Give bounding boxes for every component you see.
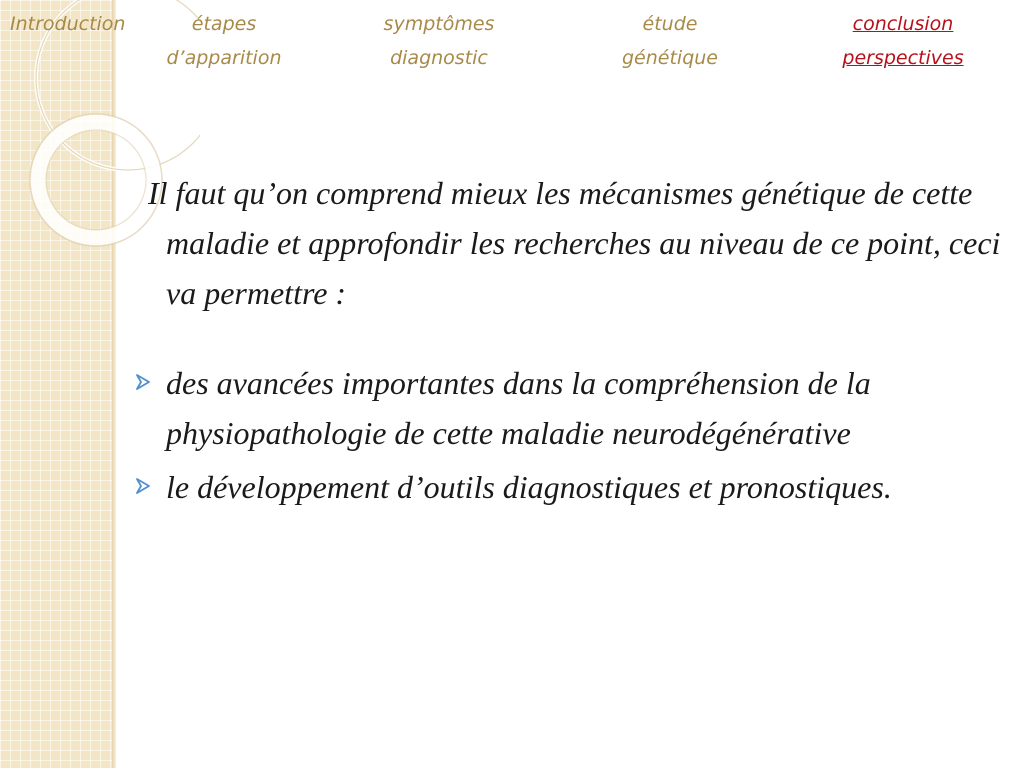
bullet-text: le développement d’outils diagnostiques et pronostiques. xyxy=(166,469,892,505)
slide-content xyxy=(130,168,1005,516)
nav-tab-label: conclusion xyxy=(852,13,954,35)
nav-tab-label: Introduction xyxy=(10,13,126,35)
nav-tab-label: d’apparition xyxy=(166,47,282,69)
nav-tab-label: perspectives xyxy=(842,47,964,69)
nav-tab-conclusion-perspectives[interactable] xyxy=(830,7,976,75)
nav-tab-symptomes-diagnostic[interactable] xyxy=(370,7,508,75)
bullet-list xyxy=(130,358,1005,512)
nav-tab-label: diagnostic xyxy=(390,47,488,69)
arrow-bullet-icon xyxy=(134,477,152,495)
nav-tab-label: symptômes xyxy=(383,13,495,35)
list-item xyxy=(130,462,1005,512)
nav-tab-introduction[interactable] xyxy=(10,7,125,41)
intro-paragraph: Il faut qu’on comprend mieux les mécanismes génétique de cette maladie et approfondir les recherches au niveau de ce point, ceci va permettre : xyxy=(148,175,1001,311)
bullet-text: des avancées importantes dans la compréhension de la physiopathologie de cette maladie neurodégénérative xyxy=(166,365,871,451)
arrow-bullet-icon xyxy=(134,373,152,391)
nav-tab-label: étapes xyxy=(191,13,257,35)
nav-tab-label: génétique xyxy=(621,47,718,69)
nav-tab-label: étude xyxy=(642,13,698,35)
nav-tab-etapes-apparition[interactable] xyxy=(152,7,296,75)
nav-tab-etude-genetique[interactable] xyxy=(612,7,728,75)
list-item xyxy=(130,358,1005,458)
